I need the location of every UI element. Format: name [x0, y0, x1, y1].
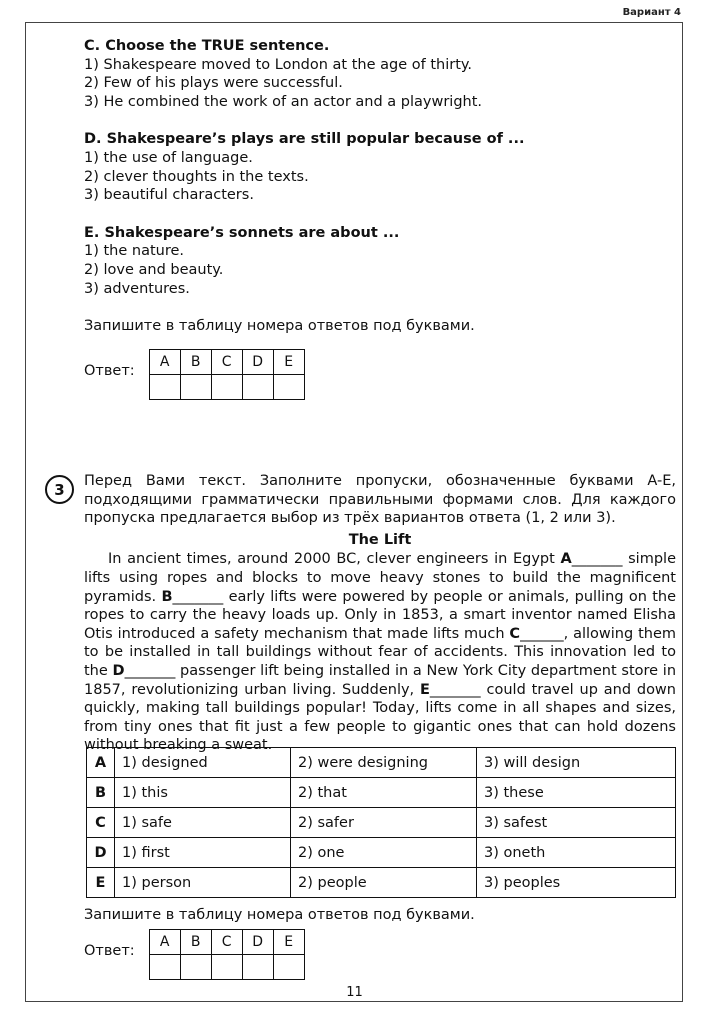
answer-instruction: Запишите в таблицу номера ответов под буквами.	[84, 907, 475, 923]
option: 2) love and beauty.	[84, 261, 224, 278]
row-letter: A	[87, 748, 115, 778]
answer-cell[interactable]	[149, 375, 180, 400]
question-title: C. Choose the TRUE sentence.	[84, 38, 330, 54]
answer-letter: B	[180, 350, 211, 375]
choice-option: 1) safe	[115, 808, 291, 838]
answer-letter: C	[211, 930, 242, 955]
option: 2) Few of his plays were successful.	[84, 75, 343, 92]
choice-option: 3) will design	[477, 748, 676, 778]
gap-letter: B	[161, 588, 173, 605]
answer-cell[interactable]	[211, 375, 242, 400]
text-segment: _______ passenger lift being installed in a New York City department store in 1857, revolutionizing urban living. Suddenly,	[84, 662, 677, 698]
answer-letter: E	[273, 350, 304, 375]
text-segment: _______ simple lifts using ropes and blocks to move heavy stones to build the magnificent pyramids.	[84, 551, 676, 605]
page-number: 11	[346, 985, 363, 1000]
option: 3) He combined the work of an actor and a playwright.	[84, 93, 483, 110]
option: 1) the use of language.	[84, 149, 253, 166]
answer-letter: C	[211, 350, 242, 375]
choice-option: 1) designed	[115, 748, 291, 778]
choice-option: 2) that	[291, 778, 477, 808]
answer-letter: B	[180, 930, 211, 955]
table-row	[87, 868, 676, 898]
table-row	[87, 748, 676, 778]
answer-grid	[149, 929, 305, 980]
answer-block-1	[84, 349, 305, 400]
choice-option: 2) safer	[291, 808, 477, 838]
answer-cell[interactable]	[242, 375, 273, 400]
text-segment: In ancient times, around 2000 BC, clever engineers in Egypt	[108, 551, 561, 568]
task-instruction: Перед Вами текст. Заполните пропуски, обозначенные буквами A-E, подходящими грамматически правильными формами слов. Для каждого пропуска предлагается выбор из трёх вариантов ответа (1, 2 или 3).	[84, 473, 676, 527]
task3-section	[84, 472, 676, 755]
choice-option: 3) these	[477, 778, 676, 808]
text-segment: _______ could travel up and down quickly, making tall buildings popular! Today, lifts come in all shapes and sizes, from tiny ones that fit just a few people to gigantic ones that can hold dozens without breaking a sweat.	[84, 681, 676, 754]
answer-cell[interactable]	[273, 375, 304, 400]
choice-option: 2) one	[291, 838, 477, 868]
answer-letter: D	[242, 930, 273, 955]
answer-letter: A	[149, 930, 180, 955]
row-letter: B	[87, 778, 115, 808]
choice-option: 2) people	[291, 868, 477, 898]
choice-option: 1) this	[115, 778, 291, 808]
question-c	[84, 37, 676, 111]
option: 1) Shakespeare moved to London at the age of thirty.	[84, 56, 473, 73]
option: 3) beautiful characters.	[84, 187, 254, 204]
gap-letter: C	[509, 625, 521, 642]
row-letter: C	[87, 808, 115, 838]
choice-option: 3) oneth	[477, 838, 676, 868]
answer-grid	[149, 349, 305, 400]
choice-option: 1) first	[115, 838, 291, 868]
answer-letter: A	[149, 350, 180, 375]
answer-instruction-2-wrap	[84, 906, 676, 925]
table-row	[87, 808, 676, 838]
table-row	[87, 778, 676, 808]
answer-cell[interactable]	[149, 955, 180, 980]
gap-letter: A	[560, 551, 572, 568]
task-number-badge: 3	[45, 475, 74, 504]
gap-letter: D	[112, 662, 125, 679]
choice-option: 3) safest	[477, 808, 676, 838]
question-title: D. Shakespeare’s plays are still popular because of ...	[84, 131, 525, 148]
answer-cell[interactable]	[180, 955, 211, 980]
questions-section	[84, 37, 676, 336]
option: 3) adventures.	[84, 280, 190, 297]
answer-label: Ответ:	[84, 363, 135, 379]
answer-label: Ответ:	[84, 943, 135, 959]
choice-option: 3) peoples	[477, 868, 676, 898]
table-row	[87, 838, 676, 868]
text-segment: ______, allowing them to be installed in tall buildings without fear of accidents. This innovation led to the	[84, 625, 676, 679]
text-title: The Lift	[348, 531, 412, 548]
answer-letter: E	[273, 930, 304, 955]
option: 2) clever thoughts in the texts.	[84, 168, 309, 185]
variant-label: Вариант 4	[622, 7, 681, 18]
gap-letter: E	[420, 681, 430, 698]
row-letter: D	[87, 838, 115, 868]
choices-table	[86, 747, 676, 898]
option: 1) the nature.	[84, 243, 185, 260]
answer-cell[interactable]	[273, 955, 304, 980]
text-segment: _______ early lifts were powered by people or animals, pulling on the ropes to carry the heavy loads up. Only in 1853, a smart inventor named Elisha Otis introduced a safety mechanism that made lifts much	[84, 588, 676, 642]
answer-cell[interactable]	[242, 955, 273, 980]
question-e	[84, 224, 676, 298]
question-title: E. Shakespeare’s sonnets are about ...	[84, 224, 400, 241]
answer-cell[interactable]	[180, 375, 211, 400]
answer-block-2	[84, 929, 305, 980]
row-letter: E	[87, 868, 115, 898]
answer-instruction: Запишите в таблицу номера ответов под буквами.	[84, 318, 475, 335]
choice-option: 1) person	[115, 868, 291, 898]
choice-option: 2) were designing	[291, 748, 477, 778]
answer-cell[interactable]	[211, 955, 242, 980]
answer-letter: D	[242, 350, 273, 375]
lift-text	[84, 550, 676, 755]
question-d	[84, 130, 676, 204]
